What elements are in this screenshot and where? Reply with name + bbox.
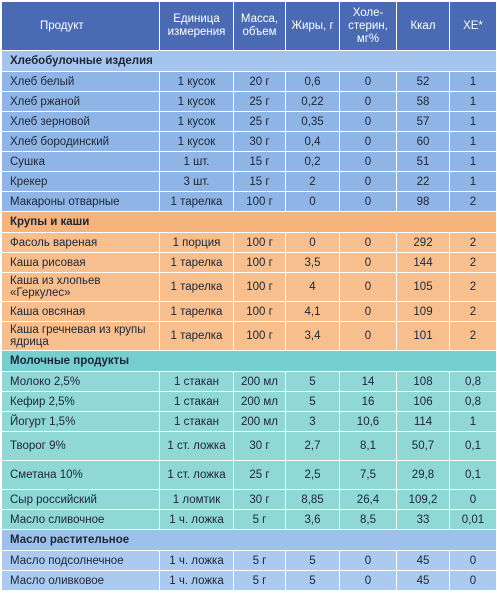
- cell-chol: 0: [340, 322, 397, 351]
- cell-unit: 1 тарелка: [160, 322, 234, 351]
- cell-mass: 15 г: [234, 172, 286, 192]
- cell-name: Творог 9%: [2, 432, 160, 461]
- section-title: Молочные продукты: [2, 351, 497, 372]
- cell-mass: 200 мл: [234, 412, 286, 432]
- cell-kcal: 101: [397, 322, 450, 351]
- cell-unit: 1 стакан: [160, 392, 234, 412]
- cell-chol: 0: [340, 571, 397, 591]
- cell-chol: 0: [340, 192, 397, 212]
- cell-name: Каша из хлопьев «Геркулес»: [2, 273, 160, 302]
- cell-kcal: 109: [397, 302, 450, 322]
- cell-mass: 100 г: [234, 253, 286, 273]
- table-row: [2, 571, 497, 591]
- cell-fat: 5: [286, 551, 340, 571]
- cell-fat: 0,6: [286, 72, 340, 92]
- cell-xe: 0: [450, 571, 497, 591]
- cell-chol: 16: [340, 392, 397, 412]
- table-row: [2, 302, 497, 322]
- cell-kcal: 33: [397, 510, 450, 530]
- cell-mass: 25 г: [234, 461, 286, 490]
- cell-unit: 1 ст. ложка: [160, 432, 234, 461]
- group-cereals: [2, 212, 497, 351]
- cell-kcal: 52: [397, 72, 450, 92]
- cell-name: Масло подсолнечное: [2, 551, 160, 571]
- cell-name: Хлеб белый: [2, 72, 160, 92]
- cell-chol: 0: [340, 172, 397, 192]
- cell-fat: 0: [286, 233, 340, 253]
- table-row: [2, 551, 497, 571]
- cell-name: Кефир 2,5%: [2, 392, 160, 412]
- cell-fat: 0,4: [286, 132, 340, 152]
- cell-fat: 0,22: [286, 92, 340, 112]
- cell-xe: 1: [450, 112, 497, 132]
- table-row: [2, 372, 497, 392]
- cell-chol: 0: [340, 551, 397, 571]
- cell-name: Молоко 2,5%: [2, 372, 160, 392]
- cell-unit: 1 ломтик: [160, 490, 234, 510]
- cell-kcal: 98: [397, 192, 450, 212]
- cell-kcal: 22: [397, 172, 450, 192]
- cell-xe: 2: [450, 233, 497, 253]
- header-cholesterol: Холе-стерин, мг%: [340, 2, 397, 51]
- cell-fat: 0,35: [286, 112, 340, 132]
- cell-unit: 1 ст. ложка: [160, 461, 234, 490]
- cell-fat: 3: [286, 412, 340, 432]
- section-header: [2, 212, 497, 233]
- cell-unit: 1 ч. ложка: [160, 551, 234, 571]
- cell-fat: 3,6: [286, 510, 340, 530]
- cell-fat: 2,5: [286, 461, 340, 490]
- nutrition-table: [1, 1, 497, 591]
- cell-xe: 1: [450, 412, 497, 432]
- cell-chol: 0: [340, 132, 397, 152]
- cell-mass: 100 г: [234, 322, 286, 351]
- cell-unit: 1 ч. ложка: [160, 571, 234, 591]
- header-kcal: Ккал: [397, 2, 450, 51]
- section-header: [2, 530, 497, 551]
- cell-chol: 0: [340, 72, 397, 92]
- cell-kcal: 109,2: [397, 490, 450, 510]
- cell-name: Йогурт 1,5%: [2, 412, 160, 432]
- cell-fat: 8,85: [286, 490, 340, 510]
- table-row: [2, 192, 497, 212]
- cell-mass: 25 г: [234, 112, 286, 132]
- cell-kcal: 45: [397, 571, 450, 591]
- cell-name: Сушка: [2, 152, 160, 172]
- cell-chol: 10,6: [340, 412, 397, 432]
- cell-chol: 14: [340, 372, 397, 392]
- cell-xe: 0: [450, 551, 497, 571]
- cell-xe: 2: [450, 253, 497, 273]
- cell-name: Каша рисовая: [2, 253, 160, 273]
- cell-mass: 100 г: [234, 192, 286, 212]
- cell-kcal: 108: [397, 372, 450, 392]
- table-row: [2, 92, 497, 112]
- cell-unit: 3 шт.: [160, 172, 234, 192]
- header-mass: Масса, объем: [234, 2, 286, 51]
- cell-fat: 3,5: [286, 253, 340, 273]
- cell-mass: 15 г: [234, 152, 286, 172]
- cell-chol: 0: [340, 233, 397, 253]
- cell-chol: 0: [340, 112, 397, 132]
- cell-unit: 1 стакан: [160, 412, 234, 432]
- cell-xe: 0: [450, 490, 497, 510]
- cell-xe: 2: [450, 273, 497, 302]
- cell-name: Каша овсяная: [2, 302, 160, 322]
- cell-chol: 0: [340, 92, 397, 112]
- section-header: [2, 351, 497, 372]
- cell-xe: 0,8: [450, 372, 497, 392]
- cell-chol: 8,5: [340, 510, 397, 530]
- cell-chol: 0: [340, 302, 397, 322]
- cell-kcal: 57: [397, 112, 450, 132]
- cell-kcal: 144: [397, 253, 450, 273]
- cell-name: Хлеб бородинский: [2, 132, 160, 152]
- cell-unit: 1 ч. ложка: [160, 510, 234, 530]
- cell-fat: 3,4: [286, 322, 340, 351]
- table-row: [2, 112, 497, 132]
- header-fat: Жиры, г: [286, 2, 340, 51]
- cell-kcal: 29,8: [397, 461, 450, 490]
- cell-unit: 1 порция: [160, 233, 234, 253]
- cell-fat: 5: [286, 392, 340, 412]
- table-row: [2, 152, 497, 172]
- table-row: [2, 392, 497, 412]
- cell-xe: 1: [450, 172, 497, 192]
- cell-fat: 2: [286, 172, 340, 192]
- cell-name: Масло оливковое: [2, 571, 160, 591]
- cell-unit: 1 тарелка: [160, 253, 234, 273]
- cell-xe: 0,01: [450, 510, 497, 530]
- cell-fat: 0: [286, 192, 340, 212]
- cell-xe: 1: [450, 132, 497, 152]
- table-row: [2, 432, 497, 461]
- cell-chol: 7,5: [340, 461, 397, 490]
- cell-kcal: 50,7: [397, 432, 450, 461]
- cell-fat: 2,7: [286, 432, 340, 461]
- cell-mass: 200 мл: [234, 372, 286, 392]
- cell-chol: 0: [340, 273, 397, 302]
- table-row: [2, 322, 497, 351]
- cell-mass: 5 г: [234, 510, 286, 530]
- table-row: [2, 233, 497, 253]
- table-row: [2, 172, 497, 192]
- cell-kcal: 114: [397, 412, 450, 432]
- cell-unit: 1 кусок: [160, 132, 234, 152]
- cell-chol: 8,1: [340, 432, 397, 461]
- cell-unit: 1 тарелка: [160, 302, 234, 322]
- cell-mass: 30 г: [234, 490, 286, 510]
- cell-kcal: 51: [397, 152, 450, 172]
- table-row: [2, 72, 497, 92]
- section-title: Масло растительное: [2, 530, 497, 551]
- cell-xe: 0,8: [450, 392, 497, 412]
- cell-name: Фасоль вареная: [2, 233, 160, 253]
- cell-unit: 1 стакан: [160, 372, 234, 392]
- table-row: [2, 132, 497, 152]
- cell-xe: 2: [450, 322, 497, 351]
- cell-chol: 0: [340, 152, 397, 172]
- header-xe: ХЕ*: [450, 2, 497, 51]
- table-header-row: [2, 2, 497, 51]
- cell-unit: 1 шт.: [160, 152, 234, 172]
- cell-name: Хлеб зерновой: [2, 112, 160, 132]
- cell-xe: 0,1: [450, 432, 497, 461]
- cell-unit: 1 кусок: [160, 92, 234, 112]
- cell-name: Крекер: [2, 172, 160, 192]
- table-row: [2, 510, 497, 530]
- cell-mass: 100 г: [234, 302, 286, 322]
- cell-chol: 0: [340, 253, 397, 273]
- cell-mass: 100 г: [234, 233, 286, 253]
- section-title: Крупы и каши: [2, 212, 497, 233]
- cell-fat: 4: [286, 273, 340, 302]
- cell-mass: 200 мл: [234, 392, 286, 412]
- group-dairy: [2, 351, 497, 530]
- cell-fat: 4,1: [286, 302, 340, 322]
- cell-unit: 1 тарелка: [160, 273, 234, 302]
- cell-fat: 0,2: [286, 152, 340, 172]
- table-row: [2, 461, 497, 490]
- cell-xe: 1: [450, 152, 497, 172]
- table-row: [2, 412, 497, 432]
- section-title: Хлебобулочные изделия: [2, 51, 497, 72]
- cell-xe: 2: [450, 192, 497, 212]
- table-row: [2, 273, 497, 302]
- cell-name: Каша гречневая из крупы ядрица: [2, 322, 160, 351]
- cell-fat: 5: [286, 372, 340, 392]
- cell-mass: 25 г: [234, 92, 286, 112]
- cell-xe: 1: [450, 92, 497, 112]
- cell-unit: 1 кусок: [160, 112, 234, 132]
- table-row: [2, 253, 497, 273]
- header-unit: Единица измерения: [160, 2, 234, 51]
- cell-xe: 1: [450, 72, 497, 92]
- cell-mass: 30 г: [234, 432, 286, 461]
- cell-kcal: 105: [397, 273, 450, 302]
- cell-name: Масло сливочное: [2, 510, 160, 530]
- section-header: [2, 51, 497, 72]
- cell-name: Сметана 10%: [2, 461, 160, 490]
- cell-name: Хлеб ржаной: [2, 92, 160, 112]
- cell-unit: 1 кусок: [160, 72, 234, 92]
- cell-mass: 5 г: [234, 571, 286, 591]
- cell-kcal: 106: [397, 392, 450, 412]
- cell-mass: 20 г: [234, 72, 286, 92]
- cell-name: Макароны отварные: [2, 192, 160, 212]
- cell-kcal: 45: [397, 551, 450, 571]
- cell-kcal: 60: [397, 132, 450, 152]
- group-bread: [2, 51, 497, 212]
- cell-fat: 5: [286, 571, 340, 591]
- cell-xe: 2: [450, 302, 497, 322]
- cell-mass: 30 г: [234, 132, 286, 152]
- cell-unit: 1 тарелка: [160, 192, 234, 212]
- cell-chol: 26,4: [340, 490, 397, 510]
- cell-mass: 5 г: [234, 551, 286, 571]
- table-row: [2, 490, 497, 510]
- cell-xe: 0,1: [450, 461, 497, 490]
- cell-name: Сыр российский: [2, 490, 160, 510]
- cell-kcal: 292: [397, 233, 450, 253]
- group-vegetable-oil: [2, 530, 497, 591]
- cell-kcal: 58: [397, 92, 450, 112]
- header-product: Продукт: [2, 2, 160, 51]
- cell-mass: 100 г: [234, 273, 286, 302]
